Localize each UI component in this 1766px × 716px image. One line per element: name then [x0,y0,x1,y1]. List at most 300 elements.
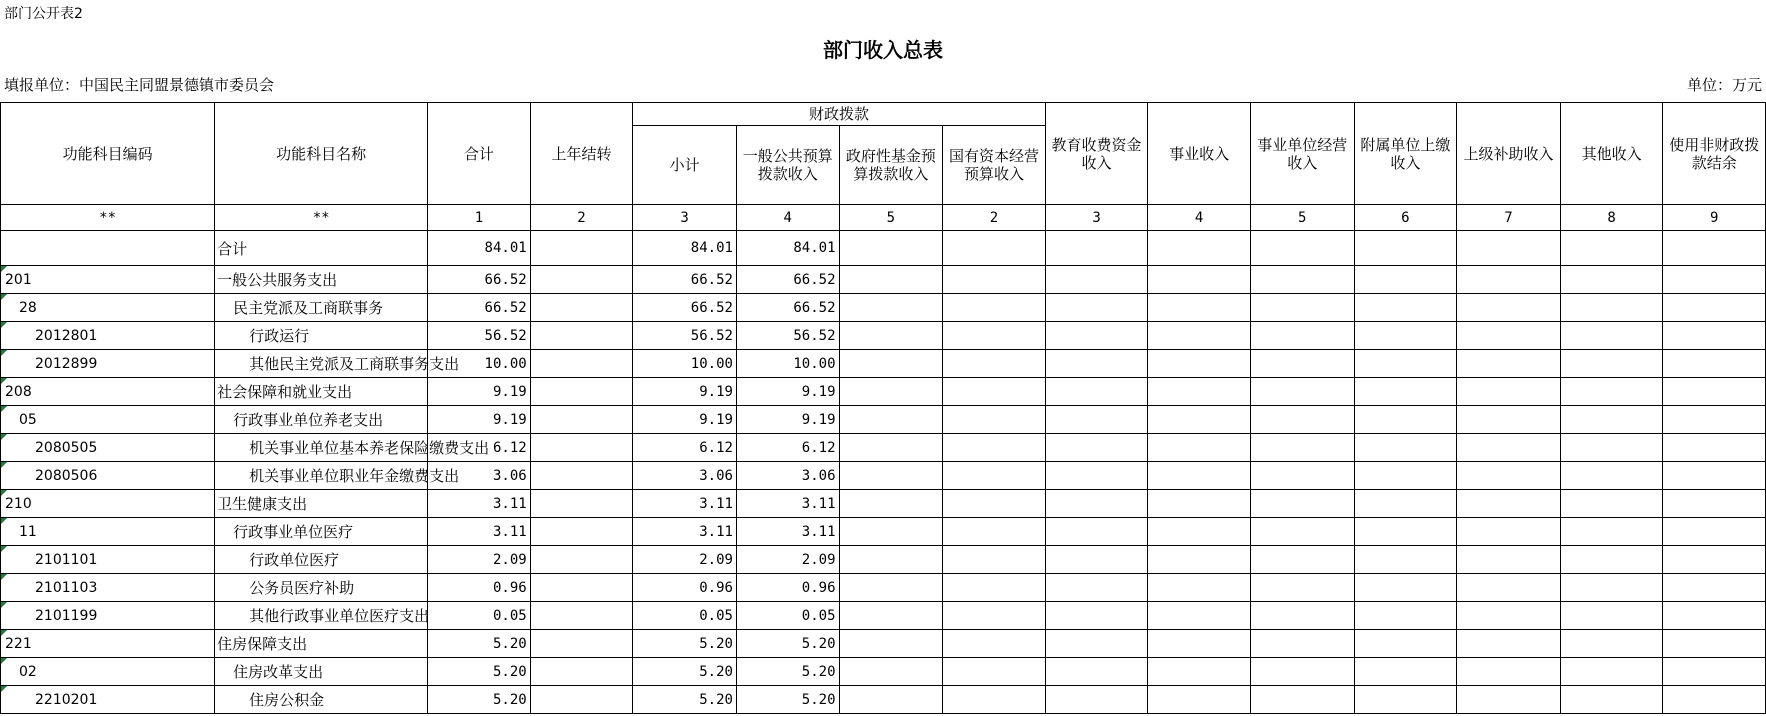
table-row [1,658,1766,686]
index-cell: 4 [1148,205,1251,231]
row-empty-cell [1045,406,1148,434]
row-empty-cell [1354,630,1457,658]
row-empty-cell [1250,462,1354,490]
row-total: 5.20 [428,686,531,714]
index-cell: ** [1,205,215,231]
row-empty-cell [1560,686,1663,714]
row-empty-cell [943,378,1046,406]
row-empty-cell [943,266,1046,294]
row-empty-cell [1045,231,1148,266]
table-row [1,350,1766,378]
row-empty-cell [839,294,943,322]
row-empty-cell [1354,658,1457,686]
row-empty-cell [1148,546,1251,574]
row-empty-cell [1354,266,1457,294]
row-empty-cell [1354,434,1457,462]
row-empty-cell [1457,322,1561,350]
row-name: 行政事业单位医疗 [215,518,428,546]
row-name: 住房改革支出 [215,658,428,686]
row-empty-cell [1457,574,1561,602]
row-name: 合计 [215,231,428,266]
row-general-budget: 9.19 [736,378,839,406]
row-empty-cell [1560,602,1663,630]
row-carryover [530,266,633,294]
reporting-unit: 填报单位：中国民主同盟景德镇市委员会 [4,76,275,94]
header-code: 功能科目编码 [1,103,215,205]
row-empty-cell [839,322,943,350]
row-empty-cell [943,602,1046,630]
row-code: 2012899 [1,350,215,378]
row-empty-cell [1045,546,1148,574]
row-empty-cell [1045,630,1148,658]
row-empty-cell [1457,231,1561,266]
row-empty-cell [943,686,1046,714]
row-empty-cell [1250,294,1354,322]
row-code: 2080505 [1,434,215,462]
row-empty-cell [1148,266,1251,294]
row-general-budget: 6.12 [736,434,839,462]
header-affiliated: 附属单位上缴收入 [1354,103,1457,205]
row-empty-cell [1148,630,1251,658]
table-row [1,378,1766,406]
header-general-budget: 一般公共预算拨款收入 [736,126,839,205]
row-empty-cell [1560,434,1663,462]
row-total: 5.20 [428,658,531,686]
row-general-budget: 66.52 [736,266,839,294]
row-empty-cell [1457,658,1561,686]
row-empty-cell [1250,406,1354,434]
row-empty-cell [1663,231,1766,266]
row-empty-cell [1148,602,1251,630]
row-empty-cell [1457,602,1561,630]
row-empty-cell [1354,378,1457,406]
row-empty-cell [1148,518,1251,546]
row-empty-cell [1560,630,1663,658]
row-empty-cell [839,574,943,602]
index-cell: 5 [1250,205,1354,231]
row-empty-cell [1045,490,1148,518]
row-total: 9.19 [428,406,531,434]
row-name: 行政单位医疗 [215,546,428,574]
row-code: 201 [1,266,215,294]
row-empty-cell [1354,686,1457,714]
row-general-budget: 5.20 [736,630,839,658]
row-total: 2.09 [428,546,531,574]
row-subtotal: 5.20 [633,686,737,714]
row-total: 66.52 [428,294,531,322]
row-empty-cell [1148,434,1251,462]
row-empty-cell [1250,658,1354,686]
row-subtotal: 84.01 [633,231,737,266]
row-empty-cell [839,350,943,378]
row-empty-cell [1148,294,1251,322]
row-subtotal: 2.09 [633,546,737,574]
header-total: 合计 [428,103,531,205]
row-empty-cell [1045,378,1148,406]
row-empty-cell [1045,434,1148,462]
row-empty-cell [1457,462,1561,490]
row-carryover [530,490,633,518]
row-general-budget: 56.52 [736,322,839,350]
row-name: 行政事业单位养老支出 [215,406,428,434]
row-total: 3.11 [428,518,531,546]
header-fiscal-group: 财政拨款 [633,103,1046,126]
header-state-capital: 国有资本经营预算收入 [943,126,1046,205]
row-subtotal: 9.19 [633,406,737,434]
row-empty-cell [943,406,1046,434]
table-row [1,490,1766,518]
index-cell: 9 [1663,205,1766,231]
row-empty-cell [1560,658,1663,686]
row-empty-cell [1354,350,1457,378]
row-carryover [530,350,633,378]
table-row [1,518,1766,546]
row-carryover [530,686,633,714]
row-general-budget: 5.20 [736,658,839,686]
row-empty-cell [1354,546,1457,574]
row-empty-cell [1560,518,1663,546]
row-empty-cell [1045,462,1148,490]
row-empty-cell [943,434,1046,462]
row-carryover [530,231,633,266]
index-cell: 4 [736,205,839,231]
row-empty-cell [1045,350,1148,378]
row-empty-cell [1663,294,1766,322]
header-name: 功能科目名称 [215,103,428,205]
row-empty-cell [943,350,1046,378]
index-cell: ** [215,205,428,231]
row-code: 221 [1,630,215,658]
index-cell: 3 [1045,205,1148,231]
index-cell: 2 [943,205,1046,231]
row-empty-cell [1148,406,1251,434]
row-empty-cell [1354,518,1457,546]
row-total: 3.11 [428,490,531,518]
row-code: 02 [1,658,215,686]
table-row [1,434,1766,462]
row-carryover [530,630,633,658]
row-empty-cell [943,546,1046,574]
row-empty-cell [1148,686,1251,714]
row-carryover [530,322,633,350]
row-empty-cell [1354,231,1457,266]
row-empty-cell [1148,378,1251,406]
row-general-budget: 66.52 [736,294,839,322]
row-empty-cell [1354,490,1457,518]
row-subtotal: 10.00 [633,350,737,378]
row-code: 2210201 [1,686,215,714]
row-name: 一般公共服务支出 [215,266,428,294]
row-empty-cell [839,490,943,518]
row-general-budget: 3.06 [736,462,839,490]
row-empty-cell [943,630,1046,658]
row-subtotal: 9.19 [633,378,737,406]
row-carryover [530,518,633,546]
index-cell: 2 [530,205,633,231]
row-empty-cell [943,294,1046,322]
row-code: 2101103 [1,574,215,602]
row-name: 住房保障支出 [215,630,428,658]
row-empty-cell [1354,574,1457,602]
row-empty-cell [1560,266,1663,294]
row-total: 0.05 [428,602,531,630]
row-empty-cell [1457,378,1561,406]
row-empty-cell [1045,266,1148,294]
row-total: 3.06 [428,462,531,490]
row-subtotal: 6.12 [633,434,737,462]
currency-unit: 单位：万元 [1686,76,1762,94]
index-cell: 8 [1560,205,1663,231]
row-name: 行政运行 [215,322,428,350]
table-row [1,602,1766,630]
row-empty-cell [1250,266,1354,294]
row-empty-cell [1663,602,1766,630]
row-carryover [530,574,633,602]
row-code: 05 [1,406,215,434]
row-total: 56.52 [428,322,531,350]
row-empty-cell [1354,406,1457,434]
row-empty-cell [1148,574,1251,602]
header-education-fee: 教育收费资金收入 [1045,103,1148,205]
header-other-income: 其他收入 [1560,103,1663,205]
table-row [1,406,1766,434]
row-total: 66.52 [428,266,531,294]
row-subtotal: 3.06 [633,462,737,490]
row-name: 公务员医疗补助 [215,574,428,602]
row-empty-cell [1250,518,1354,546]
row-general-budget: 0.96 [736,574,839,602]
row-general-budget: 5.20 [736,686,839,714]
table-row [1,322,1766,350]
row-code [1,231,215,266]
row-empty-cell [943,231,1046,266]
row-name: 住房公积金 [215,686,428,714]
row-empty-cell [1560,322,1663,350]
row-code: 208 [1,378,215,406]
row-empty-cell [1560,294,1663,322]
header-carryover: 上年结转 [530,103,633,205]
header-subtotal: 小计 [633,126,737,205]
row-empty-cell [1354,294,1457,322]
row-empty-cell [943,658,1046,686]
row-empty-cell [1457,350,1561,378]
row-empty-cell [1560,546,1663,574]
table-row [1,462,1766,490]
table-row [1,294,1766,322]
row-empty-cell [1045,658,1148,686]
row-code: 2080506 [1,462,215,490]
row-name: 民主党派及工商联事务 [215,294,428,322]
row-empty-cell [1148,462,1251,490]
index-cell: 3 [633,205,737,231]
row-empty-cell [1045,322,1148,350]
row-empty-cell [1354,602,1457,630]
row-empty-cell [1250,350,1354,378]
row-code: 210 [1,490,215,518]
row-empty-cell [1663,686,1766,714]
row-empty-cell [943,322,1046,350]
row-empty-cell [1250,686,1354,714]
row-code: 2101101 [1,546,215,574]
row-empty-cell [1045,602,1148,630]
row-empty-cell [1663,546,1766,574]
row-empty-cell [1663,434,1766,462]
row-empty-cell [839,266,943,294]
row-empty-cell [839,546,943,574]
row-name: 社会保障和就业支出 [215,378,428,406]
row-empty-cell [1457,686,1561,714]
row-empty-cell [1560,490,1663,518]
row-subtotal: 0.05 [633,602,737,630]
row-empty-cell [1250,602,1354,630]
row-empty-cell [1045,518,1148,546]
row-code: 28 [1,294,215,322]
header-gov-fund: 政府性基金预算拨款收入 [839,126,943,205]
row-code: 11 [1,518,215,546]
row-general-budget: 3.11 [736,518,839,546]
row-subtotal: 66.52 [633,294,737,322]
row-empty-cell [1560,462,1663,490]
row-empty-cell [943,462,1046,490]
row-carryover [530,658,633,686]
table-row [1,266,1766,294]
row-empty-cell [1663,630,1766,658]
row-empty-cell [1457,294,1561,322]
row-empty-cell [1457,490,1561,518]
row-subtotal: 3.11 [633,490,737,518]
row-empty-cell [1354,462,1457,490]
row-empty-cell [1250,490,1354,518]
row-empty-cell [839,378,943,406]
row-empty-cell [1663,350,1766,378]
total-row [1,231,1766,266]
table-row [1,574,1766,602]
row-name: 其他民主党派及工商联事务支出 [215,350,428,378]
row-name: 机关事业单位职业年金缴费支出 [215,462,428,490]
row-total: 0.96 [428,574,531,602]
index-cell: 5 [839,205,943,231]
row-empty-cell [1560,231,1663,266]
row-subtotal: 5.20 [633,630,737,658]
row-empty-cell [1663,322,1766,350]
page-title: 部门收入总表 [823,38,943,62]
row-carryover [530,294,633,322]
row-total: 84.01 [428,231,531,266]
row-empty-cell [1250,546,1354,574]
row-empty-cell [1457,434,1561,462]
table-row [1,686,1766,714]
row-empty-cell [1250,630,1354,658]
row-empty-cell [1457,630,1561,658]
row-empty-cell [1045,686,1148,714]
row-empty-cell [1560,378,1663,406]
row-empty-cell [1663,378,1766,406]
row-empty-cell [1045,574,1148,602]
row-general-budget: 9.19 [736,406,839,434]
row-empty-cell [943,518,1046,546]
row-empty-cell [1663,462,1766,490]
row-total: 10.00 [428,350,531,378]
row-empty-cell [839,462,943,490]
row-empty-cell [1148,231,1251,266]
header-operating-income: 事业单位经营收入 [1250,103,1354,205]
row-subtotal: 0.96 [633,574,737,602]
row-empty-cell [1148,658,1251,686]
row-empty-cell [1663,574,1766,602]
row-empty-cell [1663,518,1766,546]
row-general-budget: 10.00 [736,350,839,378]
table-row [1,546,1766,574]
row-general-budget: 84.01 [736,231,839,266]
row-general-budget: 0.05 [736,602,839,630]
row-empty-cell [1457,546,1561,574]
row-total: 6.12 [428,434,531,462]
row-code: 2101199 [1,602,215,630]
row-empty-cell [943,574,1046,602]
row-empty-cell [1148,350,1251,378]
row-empty-cell [839,406,943,434]
row-empty-cell [1560,350,1663,378]
row-empty-cell [1457,266,1561,294]
row-general-budget: 3.11 [736,490,839,518]
row-carryover [530,462,633,490]
row-empty-cell [1457,518,1561,546]
header-superior-subsidy: 上级补助收入 [1457,103,1561,205]
row-empty-cell [839,658,943,686]
row-empty-cell [1663,266,1766,294]
row-subtotal: 56.52 [633,322,737,350]
row-empty-cell [839,518,943,546]
row-empty-cell [839,434,943,462]
row-empty-cell [1250,322,1354,350]
index-cell: 6 [1354,205,1457,231]
income-table [0,102,1766,714]
row-total: 9.19 [428,378,531,406]
row-empty-cell [1250,378,1354,406]
row-empty-cell [943,490,1046,518]
row-subtotal: 66.52 [633,266,737,294]
row-empty-cell [1250,434,1354,462]
row-empty-cell [839,686,943,714]
row-name: 卫生健康支出 [215,490,428,518]
row-empty-cell [839,231,943,266]
row-empty-cell [839,602,943,630]
row-empty-cell [839,630,943,658]
row-empty-cell [1045,294,1148,322]
form-id: 部门公开表2 [4,6,83,22]
row-empty-cell [1663,490,1766,518]
row-carryover [530,434,633,462]
row-subtotal: 3.11 [633,518,737,546]
row-empty-cell [1250,231,1354,266]
row-general-budget: 2.09 [736,546,839,574]
row-empty-cell [1663,406,1766,434]
header-non-fiscal-balance: 使用非财政拨款结余 [1663,103,1766,205]
row-code: 2012801 [1,322,215,350]
row-name: 机关事业单位基本养老保险缴费支出 [215,434,428,462]
index-cell: 7 [1457,205,1561,231]
row-subtotal: 5.20 [633,658,737,686]
row-carryover [530,602,633,630]
row-empty-cell [1354,322,1457,350]
row-name: 其他行政事业单位医疗支出 [215,602,428,630]
row-empty-cell [1457,406,1561,434]
row-empty-cell [1148,322,1251,350]
table-row [1,630,1766,658]
row-empty-cell [1560,574,1663,602]
index-cell: 1 [428,205,531,231]
row-empty-cell [1250,574,1354,602]
